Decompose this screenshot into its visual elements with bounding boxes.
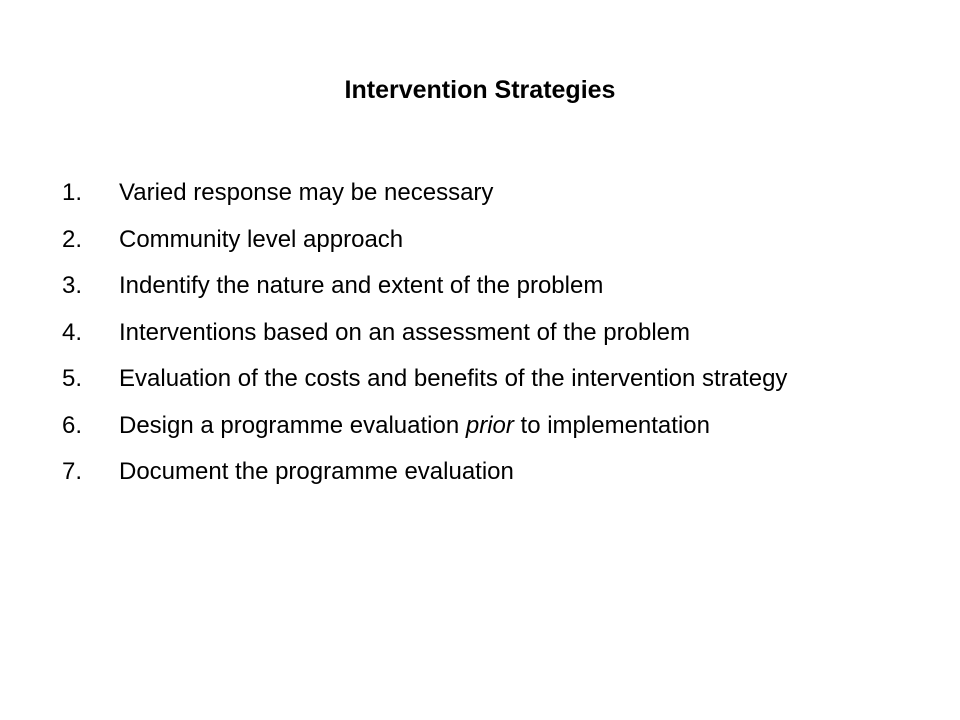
list-item xyxy=(62,269,912,303)
list-item xyxy=(62,362,912,396)
list-item-text: Varied response may be necessary xyxy=(119,179,494,206)
list-item xyxy=(62,316,912,350)
list-item-text xyxy=(119,409,912,443)
list-item-number: 2. xyxy=(62,225,83,253)
list-item-text: Community level approach xyxy=(119,225,404,253)
list-item-text: Indentify the nature and extent of the problem xyxy=(119,272,604,299)
list-item xyxy=(62,176,912,210)
list-item-text-after: to implementation xyxy=(513,411,710,439)
list-item-number: 7. xyxy=(62,458,83,485)
list-item-number: 6. xyxy=(62,411,83,439)
list-item-text: Interventions based on an assessment of the problem xyxy=(119,318,691,346)
list-item xyxy=(62,409,912,443)
list-item-text: Evaluation of the costs and benefits of the intervention strategy xyxy=(119,365,788,392)
list-item-text-before: Design a programme evaluation xyxy=(119,411,466,439)
list-item-number: 5. xyxy=(62,365,83,392)
list-item-text-italic: prior xyxy=(465,411,514,439)
strategy-list xyxy=(62,176,912,502)
list-item-number: 3. xyxy=(62,272,83,299)
list-item-text: Document the programme evaluation xyxy=(119,458,514,485)
list-item-number: 4. xyxy=(62,318,83,346)
slide-title: Intervention Strategies xyxy=(344,76,616,104)
list-item-number: 1. xyxy=(62,179,83,206)
list-item xyxy=(62,223,912,257)
list-item xyxy=(62,455,912,489)
